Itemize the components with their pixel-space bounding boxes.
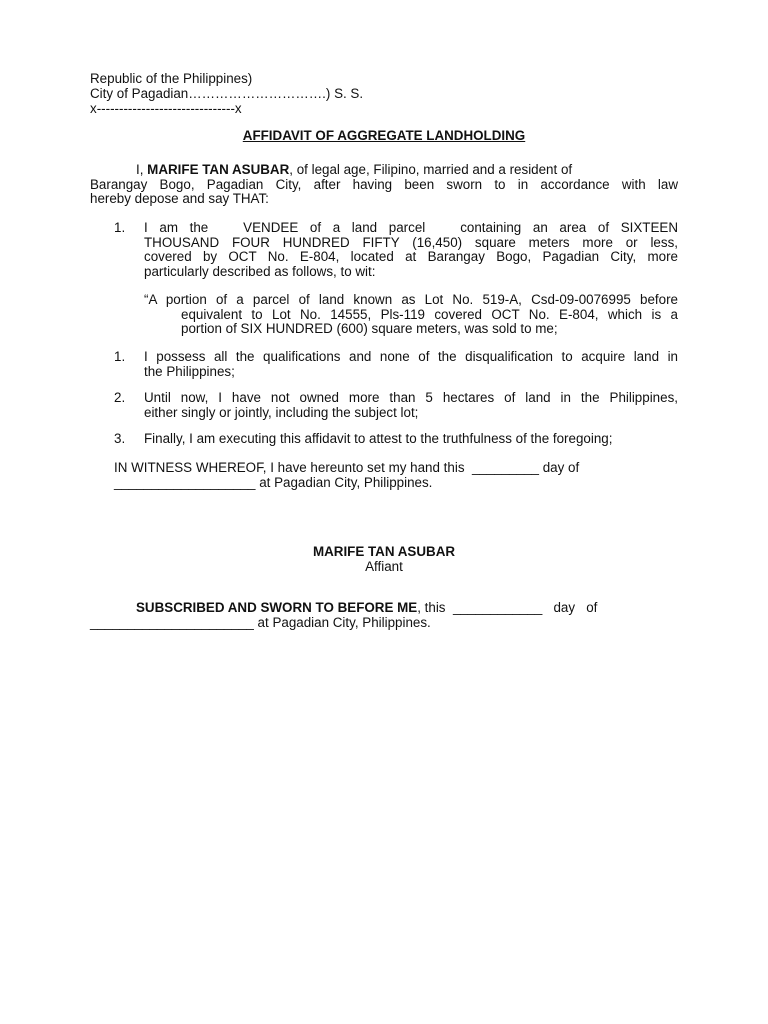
item-number: 3. <box>114 431 126 446</box>
item-number: 2. <box>114 390 126 405</box>
document-title-text: AFFIDAVIT OF AGGREGATE LANDHOLDING <box>242 128 526 143</box>
document-title <box>90 129 678 144</box>
quote-line-2: equivalent to Lot No. 14555, Pls-119 covered OCT No. E-804, which is a <box>181 306 678 322</box>
header-line-1: Republic of the Philippines) <box>90 71 253 86</box>
item-number: 1. <box>114 220 126 235</box>
intro-line-2: Barangay Bogo, Pagadian City, after having been sworn to in accordance with law <box>90 176 678 192</box>
jurat-line-2: ______________________ at Pagadian City, Philippines. <box>90 615 431 630</box>
jurat-line-1 <box>136 601 597 616</box>
witness-line-2: ___________________ at Pagadian City, Philippines. <box>114 475 433 490</box>
item-2-line-1: I possess all the qualifications and none of the disqualification to acquire land in <box>144 349 678 364</box>
item-3 <box>144 391 678 420</box>
item-1 <box>144 221 678 279</box>
item-1-line-4: particularly described as follows, to wit: <box>144 263 376 279</box>
affiant-signature-name: MARIFE TAN ASUBAR <box>312 544 456 559</box>
header-line-2: City of Pagadian………………………….) S. S. <box>90 86 364 101</box>
item-3-line-1: Until now, I have not owned more than 5 hectares of land in the Philippines, <box>144 390 678 405</box>
item-2-line-2: the Philippines; <box>144 363 235 379</box>
item-2 <box>144 350 678 379</box>
intro-rest: , of legal age, Filipino, married and a resident of <box>289 162 573 177</box>
affiant-name-inline: MARIFE TAN ASUBAR <box>147 162 290 177</box>
item-1-line-1: I am the VENDEE of a land parcel containing an area of SIXTEEN <box>144 220 678 235</box>
intro-prefix: I, <box>136 162 148 177</box>
affiant-label: Affiant <box>365 559 403 574</box>
jurat-rest: , this ____________ day of <box>417 600 598 615</box>
item-1-line-3: covered by OCT No. E-804, located at Barangay Bogo, Pagadian City, more <box>144 249 678 265</box>
intro-line-1 <box>90 163 678 178</box>
item-number: 1. <box>114 349 126 364</box>
item-4 <box>144 432 678 447</box>
intro-paragraph <box>90 163 678 207</box>
quote-line-3: portion of SIX HUNDRED (600) square meters, was sold to me; <box>181 321 558 337</box>
witness-line-1: IN WITNESS WHEREOF, I have hereunto set my hand this _________ day of <box>114 460 580 475</box>
property-description-quote <box>144 293 678 337</box>
intro-line-3: hereby depose and say THAT: <box>90 191 269 207</box>
quote-line-1: “A portion of a parcel of land known as Lot No. 519-A, Csd-09-0076995 before <box>144 292 678 307</box>
item-3-line-2: either singly or jointly, including the subject lot; <box>144 404 419 420</box>
header-line-3: x-------------------------------x <box>90 101 242 116</box>
item-4-line-1: Finally, I am executing this affidavit to attest to the truthfulness of the foregoing; <box>144 431 613 446</box>
item-1-line-2: THOUSAND FOUR HUNDRED FIFTY (16,450) square meters more or less, <box>144 234 678 250</box>
jurat-heading: SUBSCRIBED AND SWORN TO BEFORE ME <box>136 600 418 615</box>
